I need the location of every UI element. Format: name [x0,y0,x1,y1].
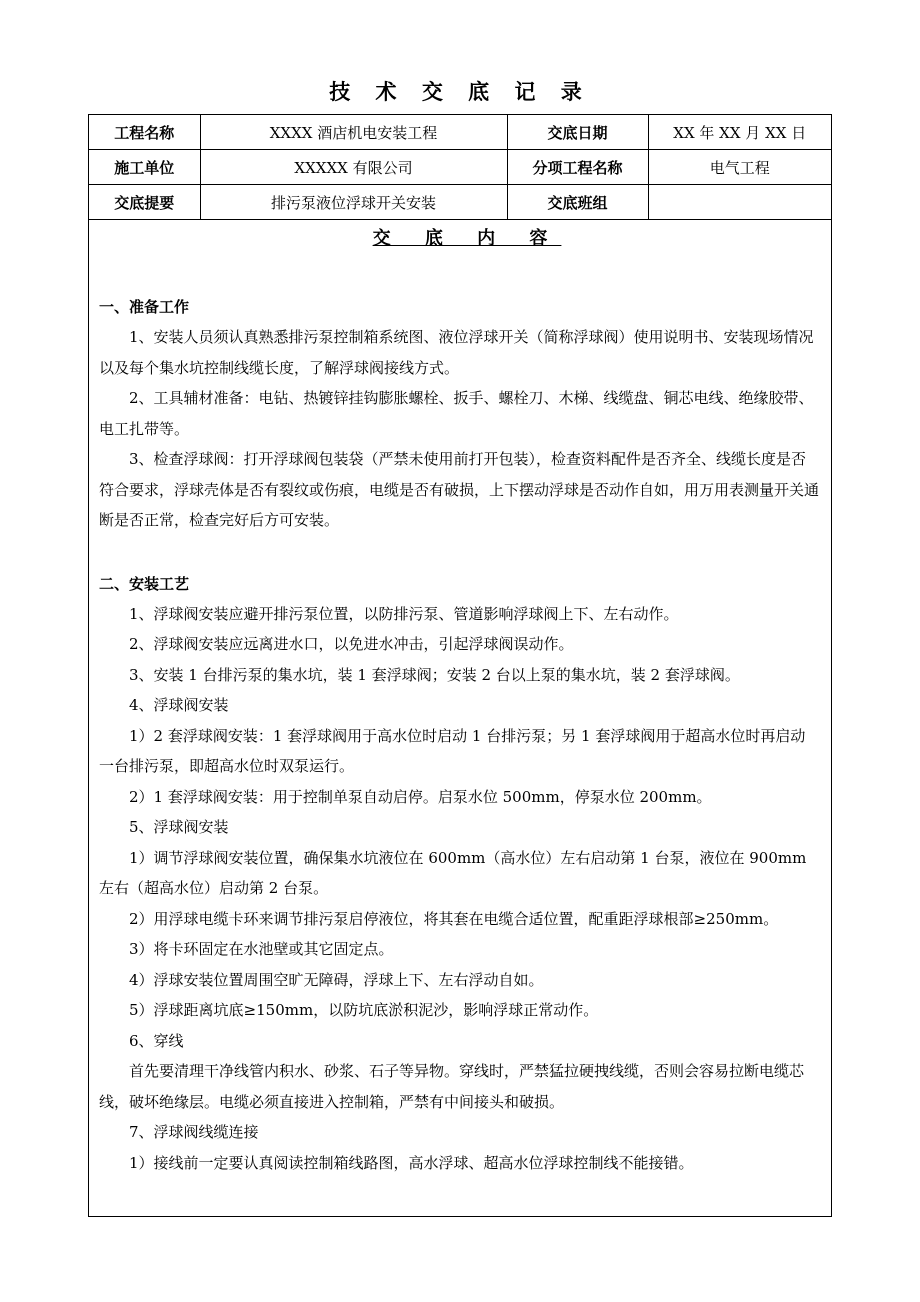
section-title: 二、安装工艺 [99,574,190,593]
header-row [89,115,831,150]
paragraph: 7、浮球阀线缆连接 [129,1123,259,1141]
handover-date-label: 交底日期 [507,115,648,150]
paragraph: 1、浮球阀安装应避开排污泵位置，以防排污泵、管道影响浮球阀上下、左右动作。 [129,604,679,623]
header-table [89,115,831,220]
team-value [648,185,831,220]
section-title: 一、准备工作 [99,298,190,316]
paragraph: 3、检查浮球阀：打开浮球阀包装袋（严禁未使用前打开包装），检查资料配件是否齐全、线缆长度是否符合要求，浮球壳体是否有裂纹或伤痕，电缆是否有破损，上下摆动浮球是否动作自如，用万用表测量开关通断是否正常，检查完好后方可安装。 [99,450,820,529]
summary-label: 交底提要 [89,185,200,220]
handover-date-value: XX 年 XX 月 XX 日 [648,115,831,150]
paragraph: 3）将卡环固定在水池壁或其它固定点。 [129,940,394,958]
document-title: 技 术 交 底 记 录 [329,80,591,104]
paragraph: 4）浮球安装位置周围空旷无障碍，浮球上下、左右浮动自如。 [129,970,544,989]
paragraph: 2、工具辅材准备：电钻、热镀锌挂钩膨胀螺栓、扳手、螺栓刀、木梯、线缆盘、铜芯电线、绝缘胶带、电工扎带等。 [99,389,814,438]
paragraph: 首先要清理干净线管内积水、砂浆、石子等异物。穿线时，严禁猛拉硬拽线缆，否则会容易拉断电缆芯线，破坏绝缘层。电缆必须直接进入控制箱，严禁有中间接头和破损。 [99,1062,805,1111]
paragraph: 6、穿线 [129,1031,184,1050]
paragraph: 3、安装 1 台排污泵的集水坑，装 1 套浮球阀；安装 2 台以上泵的集水坑，装 2 套浮球阀。 [129,665,740,684]
project-name-value: XXXX 酒店机电安装工程 [200,115,507,150]
paragraph: 2、浮球阀安装应远离进水口，以免进水冲击，引起浮球阀误动作。 [129,635,574,653]
project-name-label: 工程名称 [89,115,200,150]
paragraph: 4、浮球阀安装 [129,696,229,714]
contractor-value: XXXXX 有限公司 [200,150,507,185]
sub-project-value: 电气工程 [648,150,831,185]
paragraph: 5）浮球距离坑底≥150mm，以防坑底淤积泥沙，影响浮球正常动作。 [129,1001,599,1019]
content-body [89,254,831,1178]
paragraph: 5、浮球阀安装 [129,818,229,836]
paragraph: 1）2 套浮球阀安装：1 套浮球阀用于高水位时启动 1 台排污泵；另 1 套浮球阀用于超高水位时再启动一台排污泵，即超高水位时双泵运行。 [99,726,806,775]
record-form [88,114,832,1217]
content-heading: 交 底 内 容 [372,228,562,249]
team-label: 交底班组 [507,185,648,220]
paragraph: 1）接线前一定要认真阅读控制箱线路图，高水浮球、超高水位浮球控制线不能接错。 [129,1153,694,1172]
header-row [89,185,831,220]
sub-project-label: 分项工程名称 [507,150,648,185]
summary-value: 排污泵液位浮球开关安装 [200,185,507,220]
paragraph: 1）调节浮球阀安装位置，确保集水坑液位在 600mm（高水位）左右启动第 1 台泵，液位在 900mm 左右（超高水位）启动第 2 台泵。 [99,848,807,897]
paragraph: 1、安装人员须认真熟悉排污泵控制箱系统图、液位浮球开关（简称浮球阀）使用说明书、安装现场情况以及每个集水坑控制线缆长度，了解浮球阀接线方式。 [99,328,814,377]
paragraph: 2）1 套浮球阀安装：用于控制单泵自动启停。启泵水位 500mm，停泵水位 200mm。 [129,787,712,806]
header-row [89,150,831,185]
contractor-label: 施工单位 [89,150,200,185]
paragraph: 2）用浮球电缆卡环来调节排污泵启停液位，将其套在电缆合适位置，配重距浮球根部≥250mm。 [129,909,779,928]
